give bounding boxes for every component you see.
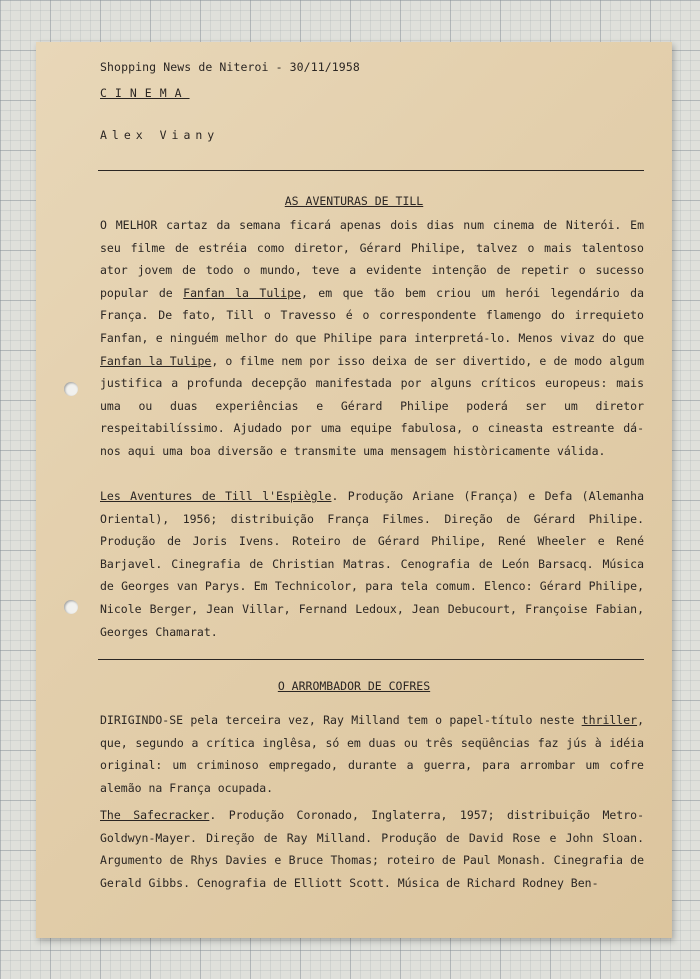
paragraph-text: O MELHOR cartaz da semana ficará apenas dois dias num cinema de Niterói. Em seu filme de estréia como diretor, Gérard Philipe, talvez o mais talentoso ator jovem de todo o mundo, teve a evidente intenção de repetir o sucesso popular de — [100, 218, 644, 300]
genre-term: thriller — [581, 713, 638, 727]
film-original-title: Les Aventures de Till l'Espiègle — [100, 489, 332, 503]
film-title-reference: Fanfan la Tulipe — [183, 285, 301, 300]
paragraph-text: DIRIGINDO-SE pela terceira vez, Ray Milland tem o papel-título neste — [100, 713, 582, 727]
divider-rule — [98, 170, 644, 171]
review-title-safecracker: O ARROMBADOR DE COFRES — [277, 679, 431, 693]
author-name: Alex Viany — [100, 128, 220, 142]
credits-text: . Produção Coronado, Inglaterra, 1957; distribuição Metro-Goldwyn-Mayer. Direção de Ray Milland. Produção de David Rose e John Sloan. Argumento de Rhys Davies e Bruce Thomas; roteiro de Paul Monash. Cinegrafia de Gerald Gibbs. Cenografia de Elliott Scott. Música de Richard Rodney Ben- — [100, 808, 644, 890]
paragraph-text: , o filme nem por isso deixa de ser divertido, e de modo algum justifica a profunda decepção manifestada por alguns críticos europeus: mais uma ou duas experiências e Gérard Philipe poderá ser um diretor respeitabilíssimo. Ajudado por uma equipe fabulosa, o cineasta estreante dá-nos aqui uma boa diversão e transmite uma mensagem històricamente válida. — [100, 353, 645, 458]
credits-text: . Produção Ariane (França) e Defa (Alemanha Oriental), 1956; distribuição França Filmes. Direção de Gérard Philipe. Produção de Joris Ivens. Roteiro de Gérard Philipe, René Wheeler e René Barjavel. Cinegrafia de Christian Matras. Cenografia de León Barsacq. Música de Georges van Parys. Em Technicolor, para tela comum. Elenco: Gérard Philipe, Nicole Berger, Jean Villar, Fernand Ledoux, Jean Debucourt, Françoise Fabian, Georges Chamarat. — [100, 489, 644, 639]
divider-rule — [98, 659, 644, 660]
punch-hole — [64, 382, 78, 396]
review-title-till: AS AVENTURAS DE TILL — [284, 194, 424, 208]
publication-line: Shopping News de Niteroi - 30/11/1958 — [100, 60, 360, 74]
credits-paragraph-till — [100, 485, 644, 643]
paragraph-text: , em que tão bem criou um herói legendário da França. De fato, Till o Travesso é o correspondente flamengo do irrequieto Fanfan, e ninguém melhor do que Philipe para interpretá-lo. Menos vivaz do que — [100, 285, 645, 345]
typewritten-page — [36, 42, 672, 938]
review-paragraph-safecracker — [100, 709, 644, 799]
film-title-reference: Fanfan la Tulipe — [100, 353, 212, 368]
punch-hole — [64, 600, 78, 614]
film-original-title: The Safecracker — [100, 808, 210, 822]
review-paragraph-till — [100, 214, 644, 463]
credits-paragraph-safecracker — [100, 804, 644, 894]
section-label: CINEMA — [100, 86, 190, 100]
paragraph-text: , que, segundo a crítica inglêsa, só em duas ou três seqüências faz jús à idéia original: um criminoso empregado, durante a guerra, para arrombar um cofre alemão na França ocupada. — [100, 713, 644, 795]
